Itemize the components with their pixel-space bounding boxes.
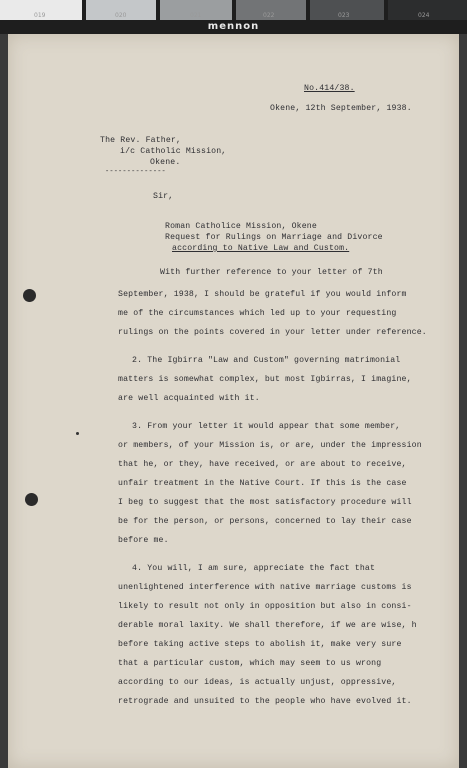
punch-hole <box>25 493 38 506</box>
body-line: unenlightened interference with native marriage customs is <box>118 583 412 592</box>
body-line: matters is somewhat complex, but most Igbirras, I imagine, <box>118 375 412 384</box>
body-line: retrograde and unsuited to the people who have evolved it. <box>118 697 412 706</box>
patch-number: 021 <box>190 12 202 19</box>
subject-line: Request for Rulings on Marriage and Divorce <box>165 233 383 242</box>
body-line: derable moral laxity. We shall therefore, if we are wise, h <box>118 621 417 630</box>
ink-mark <box>76 432 79 435</box>
letter-page <box>8 34 459 768</box>
body-line: that he, or they, have received, or are about to receive, <box>118 460 407 469</box>
patch-number: 024 <box>418 12 430 19</box>
place-date: Okene, 12th September, 1938. <box>270 104 412 113</box>
patch-number: 023 <box>338 12 350 19</box>
color-calibration-strip <box>0 0 467 34</box>
punch-hole <box>23 289 36 302</box>
separator: -------------- <box>105 168 166 176</box>
body-line: September, 1938, I should be grateful if you would inform <box>118 290 407 299</box>
body-line: 3. From your letter it would appear that some member, <box>132 422 401 431</box>
reference-number: No.414/38. <box>304 84 355 93</box>
subject-line: according to Native Law and Custom. <box>172 244 350 253</box>
body-line: that a particular custom, which may seem to us wrong <box>118 659 382 668</box>
body-line: likely to result not only in opposition but also in consi- <box>118 602 412 611</box>
body-line: according to our ideas, is actually unjust, oppressive, <box>118 678 397 687</box>
subject-line: Roman Catholice Mission, Okene <box>165 222 317 231</box>
body-line: be for the person, or persons, concerned to lay their case <box>118 517 412 526</box>
body-line: me of the circumstances which led up to your requesting <box>118 309 397 318</box>
brand-logo: mennon <box>207 21 260 32</box>
patch-number: 019 <box>34 12 46 19</box>
body-line: before me. <box>118 536 169 545</box>
addressee-line: The Rev. Father, <box>100 136 182 145</box>
body-line: or members, of your Mission is, or are, under the impression <box>118 441 422 450</box>
body-line: before taking active steps to abolish it, make very sure <box>118 640 402 649</box>
body-line: With further reference to your letter of 7th <box>160 268 383 277</box>
addressee-line: Okene. <box>150 158 181 167</box>
patch-number: 022 <box>263 12 275 19</box>
body-line: I beg to suggest that the most satisfactory procedure will <box>118 498 412 507</box>
body-line: rulings on the points covered in your letter under reference. <box>118 328 427 337</box>
body-line: unfair treatment in the Native Court. If this is the case <box>118 479 407 488</box>
body-line: are well acquainted with it. <box>118 394 260 403</box>
body-line: 2. The Igbirra "Law and Custom" governing matrimonial <box>132 356 401 365</box>
addressee-line: i/c Catholic Mission, <box>120 147 227 156</box>
body-line: 4. You will, I am sure, appreciate the fact that <box>132 564 376 573</box>
patch-number: 020 <box>115 12 127 19</box>
salutation: Sir, <box>153 192 174 201</box>
